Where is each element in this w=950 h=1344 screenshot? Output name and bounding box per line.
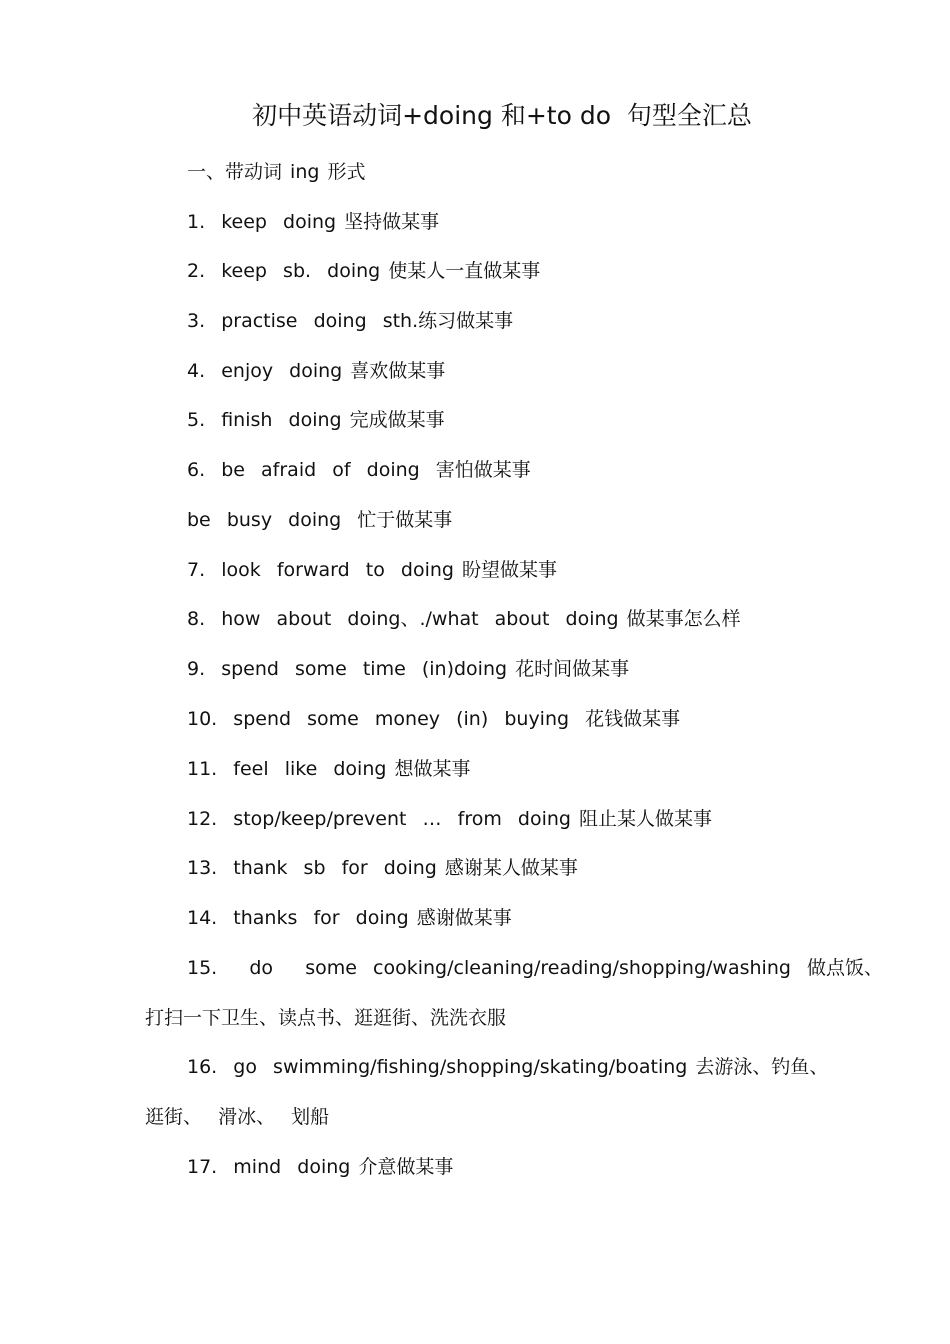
list-item: 4. enjoy doing 喜欢做某事 bbox=[187, 360, 446, 382]
section-heading: 一、带动词 ing 形式 bbox=[187, 161, 366, 183]
list-item: 14. thanks for doing 感谢做某事 bbox=[187, 907, 512, 929]
list-item: 3. practise doing sth.练习做某事 bbox=[187, 310, 514, 332]
list-item: 10. spend some money (in) buying 花钱做某事 bbox=[187, 708, 681, 730]
list-item: 8. how about doing、./what about doing 做某事怎么样 bbox=[187, 608, 741, 630]
list-item: 9. spend some time (in)doing 花时间做某事 bbox=[187, 658, 630, 680]
document-title: 初中英语动词+doing 和+to do 句型全汇总 bbox=[252, 101, 752, 130]
list-item: be busy doing 忙于做某事 bbox=[187, 509, 453, 531]
list-item: 12. stop/keep/prevent … from doing 阻止某人做某事 bbox=[187, 808, 713, 830]
list-item-continuation: 打扫一下卫生、读点书、逛逛街、洗洗衣服 bbox=[145, 1007, 507, 1029]
list-item: 11. feel like doing 想做某事 bbox=[187, 758, 471, 780]
list-item: 17. mind doing 介意做某事 bbox=[187, 1156, 454, 1178]
list-item: 7. look forward to doing 盼望做某事 bbox=[187, 559, 558, 581]
list-item: 6. be afraid of doing 害怕做某事 bbox=[187, 459, 531, 481]
list-item: 15. do some cooking/cleaning/reading/shopping/washing 做点饭、 bbox=[187, 957, 884, 979]
list-item: 5. finish doing 完成做某事 bbox=[187, 409, 445, 431]
list-item: 1. keep doing 坚持做某事 bbox=[187, 211, 440, 233]
list-item-continuation: 逛街、 滑冰、 划船 bbox=[145, 1106, 330, 1128]
list-item: 2. keep sb. doing 使某人一直做某事 bbox=[187, 260, 541, 282]
list-item: 13. thank sb for doing 感谢某人做某事 bbox=[187, 857, 578, 879]
list-item: 16. go swimming/fishing/shopping/skating/boating 去游泳、钓鱼、 bbox=[187, 1056, 829, 1078]
